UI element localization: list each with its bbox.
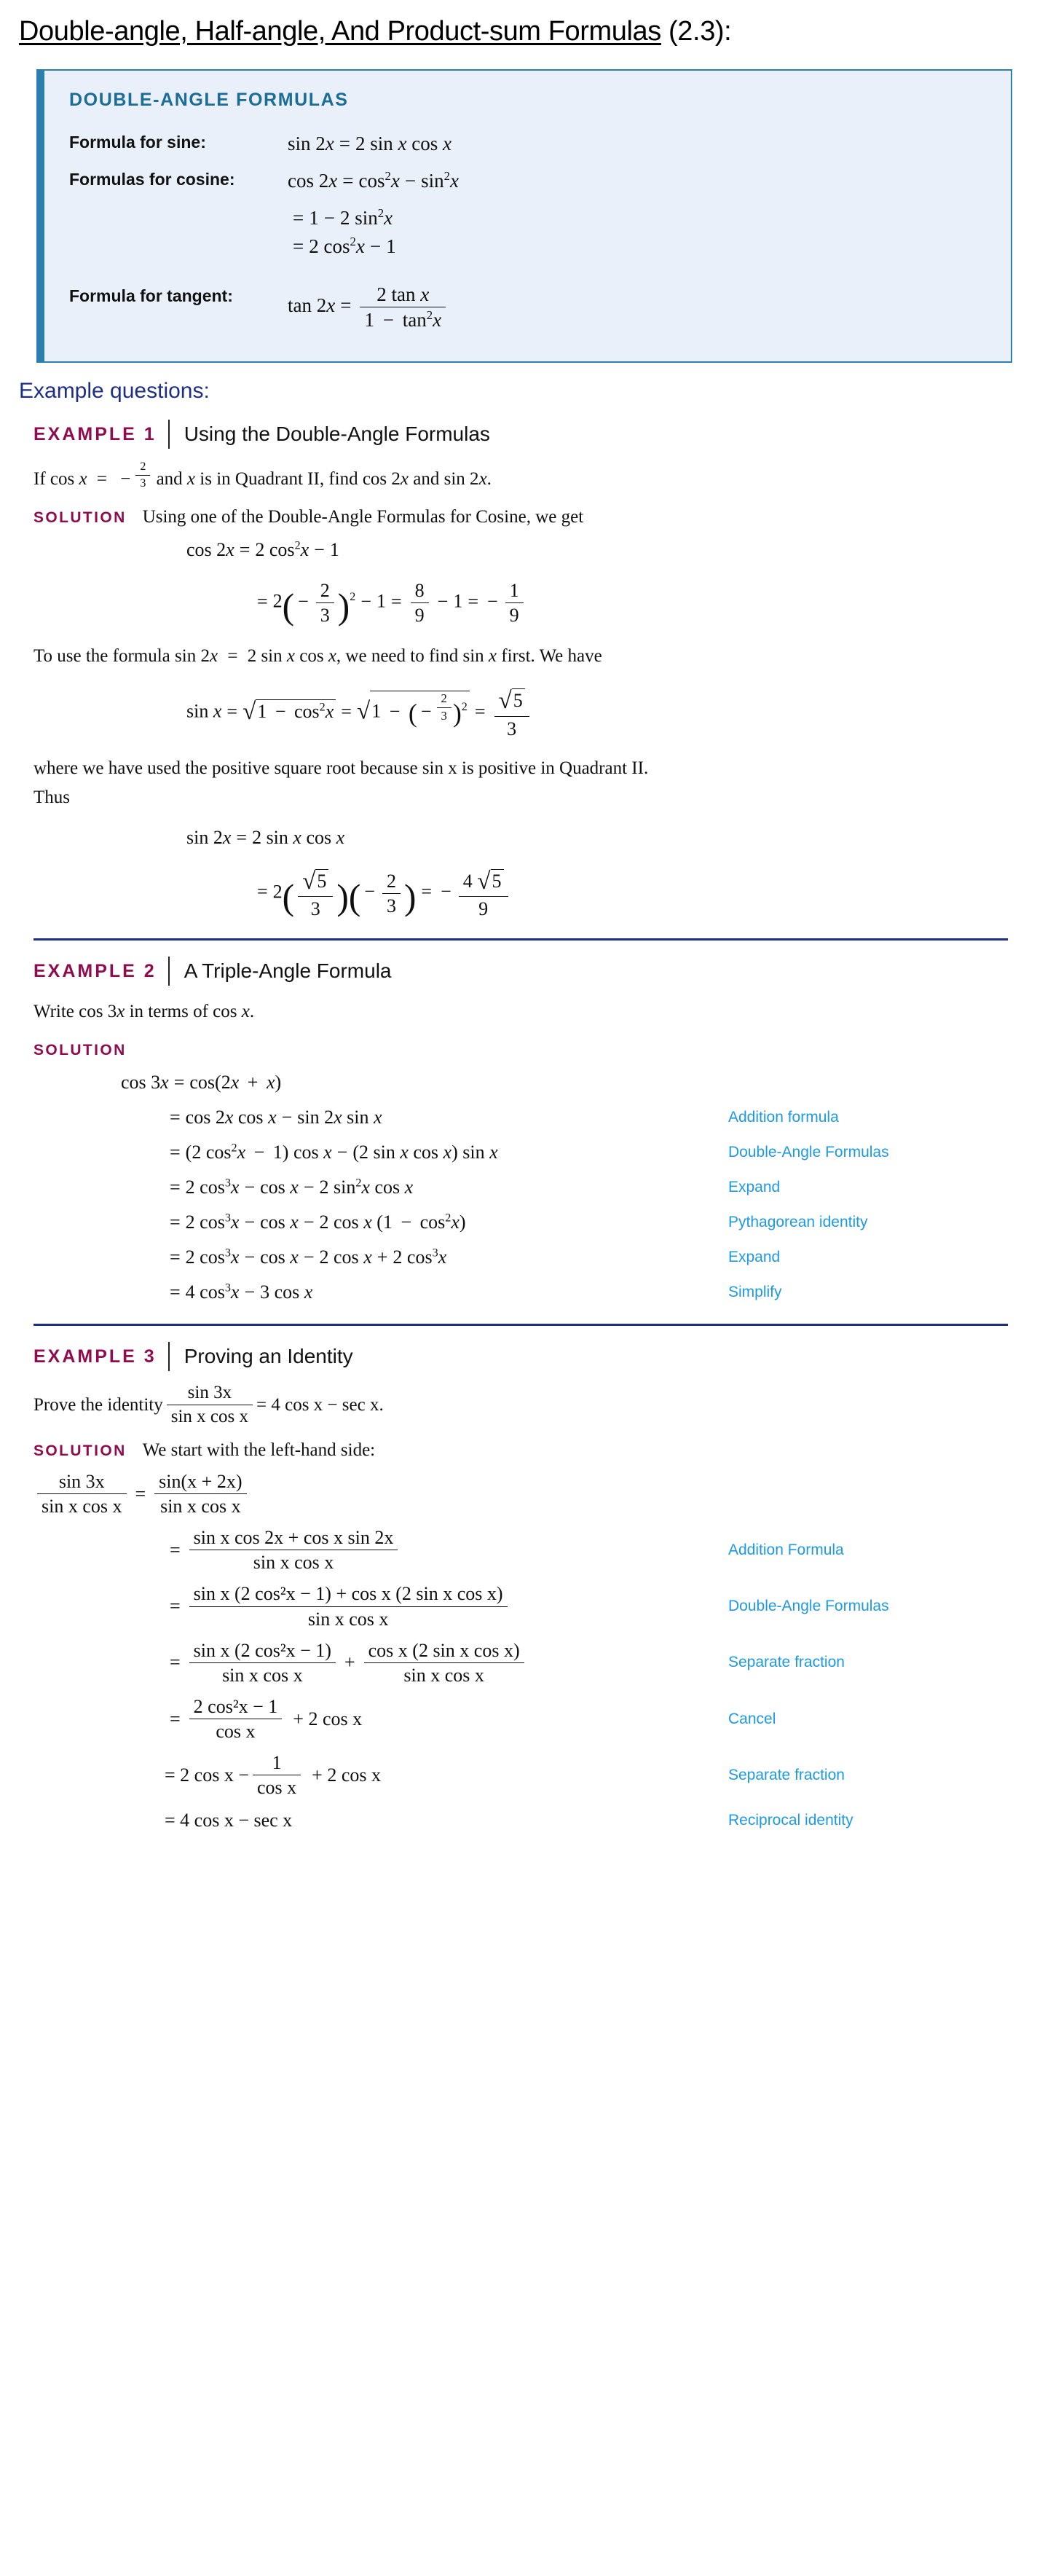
example-1-paragraph-3b: Thus (33, 787, 70, 807)
formula-label-sine: Formula for sine: (69, 133, 206, 152)
example-2-block (0, 957, 1037, 1326)
example-3-tag: EXAMPLE 3 (33, 1346, 157, 1367)
formula-row-cosine (69, 167, 989, 195)
page-title-suffix: (2.3): (661, 16, 732, 47)
example-1-divider (33, 938, 1008, 941)
formula-box-heading: DOUBLE-ANGLE FORMULAS (69, 90, 349, 110)
example-1-eq-4: sin 2x = 2 sin x cos x (186, 826, 345, 848)
example-1-solution-intro: Using one of the Double-Angle Formulas for Cosine, we get (142, 507, 584, 527)
eq-fraction-root5-over-3: $\frac{√5}{3}$ (494, 687, 529, 739)
example-divider-bar (168, 420, 170, 449)
problem-fraction-two-thirds: $\frac{2}{3}$ (135, 460, 150, 490)
example-2-note-6: Simplify (728, 1284, 782, 1301)
example-divider-bar (168, 957, 170, 986)
example-1-title: Using the Double-Angle Formulas (184, 423, 490, 446)
example-2-note-5: Expand (728, 1249, 781, 1266)
eq-fraction-one-ninth: $\frac{1}{9}$ (505, 580, 524, 626)
eq-fraction-two-thirds: $\frac{2}{3}$ (316, 580, 334, 626)
example-3-note-4: Cancel (728, 1710, 776, 1727)
example-2-divider (33, 1324, 1008, 1326)
example-1-paragraph-3 (33, 754, 1008, 812)
formula-math-sine: sin 2x = 2 sin x cos x (288, 133, 452, 154)
example-1-problem: If cos x = − $\frac{2}{3}$ and x is in Quadrant II, find cos 2x and sin 2x. (33, 460, 492, 490)
example-1-paragraph-2: To use the formula sin 2x = 2 sin x cos x, we need to find sin x first. We have (33, 646, 602, 667)
example-2-step-4: = 2 $\cos^3x - \cos x - 2$ cos x $(1 - \cos^2x)$ Pythagorean identity (165, 1210, 1008, 1235)
e3-frac-step3a: $\frac{\text{sin x (2 cos²x − 1)}}{\text{sin x cos x}}$ (189, 1640, 336, 1686)
formula-row-tangent (69, 283, 989, 331)
e3-frac-rhs: $\frac{\sin(x + 2x)}{\text{sin x cos x}}$ (154, 1471, 246, 1517)
e3-step6: = 4 cos x − sec x (165, 1810, 293, 1831)
example-3-note-1: Addition Formula (728, 1541, 844, 1558)
example-3-step-0: $\frac{\sin 3x}{\text{sin x cos x}}$ = $\frac{\sin(x + 2x)}{\text{sin x cos x}}$ (33, 1471, 1008, 1517)
example-3-step-4: = $\frac{\text{2 cos²x − 1}}{\text{cos x}}$ + 2 cos x Cancel (165, 1696, 1008, 1742)
e3-frac-step2: $\frac{\text{sin x (2 cos²x − 1) + cos x (2 sin x cos x)}}{\text{sin x cos x}}$ (189, 1583, 508, 1629)
e3-frac-step1: $\frac{\text{sin x cos 2x + cos x sin 2x}}{\text{sin x cos x}}$ (189, 1527, 398, 1573)
sqrt-1-minus-frac: √1 − ( − $\frac{2}{3}$ )$^2$ (357, 691, 470, 726)
example-2-step-2: = (2 $\cos^2x - 1$) cos x − (2 sin x cos x) sin x Double-Angle Formulas (165, 1140, 1008, 1165)
example-2-note-3: Expand (728, 1179, 781, 1196)
example-3-problem-suffix: = 4 cos x − sec x. (256, 1394, 384, 1415)
example-3-step-3: = $\frac{\text{sin x (2 cos²x − 1)}}{\text{sin x cos x}}$ + $\frac{\text{cos x (2 sin x cos x)}}{\text{sin x cos x}}$ Separate fraction (165, 1640, 1008, 1686)
example-2-step-5: = 2 $\cos^3x - \cos x - 2$ cos x + 2 $\cos^3x$ Expand (165, 1245, 1008, 1270)
example-2-solution-line (33, 1040, 1008, 1060)
example-1-equations-a (33, 538, 1008, 626)
example-2-note-4: Pythagorean identity (728, 1214, 868, 1231)
example-2-step-0: cos 3x = cos(2x + x) (121, 1072, 282, 1093)
example-2-step-1: = cos 2x cos x − sin 2x sin x Addition formula (165, 1105, 1008, 1130)
example-1-paragraph-3a: where we have used the positive square root because sin x is positive in Quadrant II. (33, 758, 649, 778)
example-2-step-3: = 2 $\cos^3x - \cos x - 2$ $\sin^2x$ cos x Expand (165, 1175, 1008, 1200)
example-2-header (33, 957, 1008, 986)
page-title (0, 0, 1037, 47)
example-1-block (0, 420, 1037, 941)
example-3-title: Proving an Identity (184, 1345, 353, 1368)
example-3-note-6: Reciprocal identity (728, 1812, 853, 1829)
tangent-fraction: $\frac{\text{2 tan x}}{1 - \tan^2x}$ (360, 283, 446, 331)
example-2-steps (33, 1070, 1008, 1305)
example-1-tag: EXAMPLE 1 (33, 423, 157, 444)
example-1-solution-label: SOLUTION (33, 509, 127, 527)
example-1-solution-line (33, 507, 1008, 527)
e3-frac-step4: $\frac{\text{2 cos²x − 1}}{\text{cos x}}$ (189, 1696, 283, 1742)
example-3-step-2: = $\frac{\text{sin x (2 cos²x − 1) + cos x (2 sin x cos x)}}{\text{sin x cos x}}$ Double-Angle Formulas (165, 1583, 1008, 1629)
example-1-eq-1: cos 2x = 2 $\cos^2x - 1$ (186, 539, 339, 561)
example-3-note-2: Double-Angle Formulas (728, 1598, 889, 1615)
page-title-underlined: Double-angle, Half-angle, And Product-sum Formulas (19, 16, 661, 47)
eq-fraction-eight-ninths: $\frac{8}{9}$ (411, 580, 429, 626)
example-3-step-6 (165, 1808, 1008, 1833)
e3-frac-step3b: $\frac{\text{cos x (2 sin x cos x)}}{\text{sin x cos x}}$ (364, 1640, 524, 1686)
example-3-note-5: Separate fraction (728, 1766, 845, 1783)
e3-step5-tail: + 2 cos x (312, 1764, 381, 1786)
example-3-steps (33, 1471, 1008, 1833)
example-3-note-3: Separate fraction (728, 1654, 845, 1671)
example-3-solution-intro: We start with the left-hand side: (142, 1440, 376, 1461)
example-1-eq-2: = 2( − $\frac{2}{3}$ )$^2$ − 1 = $\frac{8}{9}$ − 1 = − $\frac{1}{9}$ (252, 580, 1008, 626)
formula-row-sine (69, 130, 989, 158)
example-1-eq-3: $\sin x = √1 - \cos^2x = √1$ − ( − $\frac{2}{3}$ )$^2$ = $\frac{√5}{3}$ (186, 687, 1008, 739)
example-2-note-2: Double-Angle Formulas (728, 1144, 889, 1161)
double-angle-formula-box (36, 69, 1012, 363)
example-2-tag: EXAMPLE 2 (33, 960, 157, 981)
example-2-solution-label: SOLUTION (33, 1042, 127, 1059)
example-3-solution-line (33, 1440, 1008, 1461)
example-2-problem: Write cos 3x in terms of cos x. (33, 1002, 255, 1022)
example-2-step-6: = 4 $\cos^3x - 3$ cos x Simplify (165, 1280, 1008, 1305)
formula-math-cosine-2: = 1 − 2 $\sin^2x$ (293, 206, 393, 229)
formula-label-cosine: Formulas for cosine: (69, 170, 235, 189)
example-3-problem-fraction: $\frac{\sin 3x}{\text{sin x cos x}}$ (167, 1383, 253, 1427)
example-1-header (33, 420, 1008, 449)
eq-fraction-four-root5-9: $\frac{4 √5}{9}$ (459, 868, 508, 919)
example-3-step-5 (165, 1752, 1008, 1798)
example-3-solution-label: SOLUTION (33, 1442, 127, 1460)
example-3-block (0, 1342, 1037, 1833)
formula-math-cosine-3: = 2 $\cos^2x - 1$ (293, 235, 396, 258)
example-divider-bar (168, 1342, 170, 1371)
e3-frac-step5: $\frac{1}{\text{cos x}}$ (253, 1752, 301, 1798)
example-2-note-1: Addition formula (728, 1109, 839, 1126)
example-2-title: A Triple-Angle Formula (184, 959, 392, 983)
formula-label-tangent: Formula for tangent: (69, 286, 233, 305)
example-1-eq-5: = 2( $\frac{√5}{3}$ )( − $\frac{2}{3}$ ) = − $\frac{4 √5}{9}$ (252, 868, 1008, 919)
formula-math-cosine-1: $\cos 2x = \cos^2x - \sin^2x$ (288, 169, 459, 192)
example-3-step-1: = $\frac{\text{sin x cos 2x + cos x sin 2x}}{\text{sin x cos x}}$ Addition Formula (165, 1527, 1008, 1573)
section-heading-example-questions: Example questions: (19, 379, 210, 404)
e3-step5-head: = 2 cos x − (165, 1764, 249, 1786)
eq-fraction-root5-3b: $\frac{√5}{3}$ (298, 868, 333, 919)
example-3-problem (33, 1383, 1008, 1427)
sqrt-1-minus-cos2: $√1 - \cos^2x$ (243, 698, 336, 726)
formula-math-tangent: tan 2x = $\frac{\text{2 tan x}}{1 - \tan^2x}$ (288, 283, 449, 331)
example-3-problem-prefix: Prove the identity (33, 1394, 163, 1415)
e3-frac-lhs: $\frac{\sin 3x}{\text{sin x cos x}}$ (37, 1471, 127, 1517)
e3-step4-tail: + 2 cos x (293, 1708, 363, 1729)
example-3-header (33, 1342, 1008, 1371)
